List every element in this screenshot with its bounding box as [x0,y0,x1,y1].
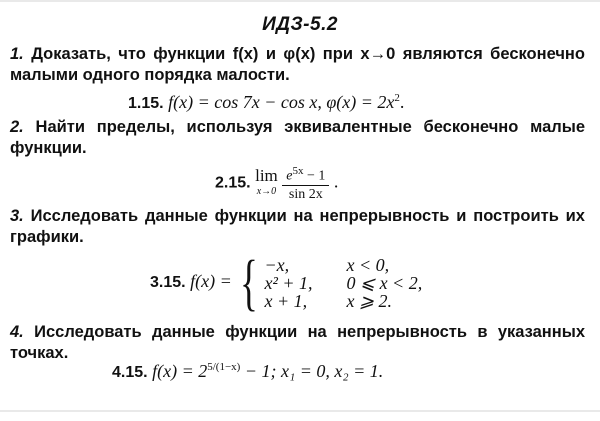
task-1-text: Доказать, что функции f(x) и φ(x) при x→0 являются бесконечно малыми одного порядка малости. [10,45,585,84]
fraction-denominator: sin 2x [288,186,323,202]
task-2-text: Найти пределы, используя эквивалентные бесконечно малые функции. [10,118,585,157]
task-4-rest: − 1; x₁ = 0, x₂ = 1. [240,361,384,381]
piecewise-cases [264,256,422,310]
task-3-text: Исследовать данные функции на непрерывность и построить их графики. [10,207,585,246]
limit-fraction [282,163,329,204]
case-condition: x ⩾ 2. [346,291,393,311]
task-2-variant-end: . [333,171,339,192]
numerator-base: e [286,168,293,184]
case-expression: −x, [264,255,290,275]
task-2-formula [215,163,338,204]
task-3-statement [10,206,585,248]
task-2-variant-label: 2.15. [215,174,251,192]
task-4-statement [10,322,585,364]
task-2-number: 2. [10,118,24,136]
task-1-variant-formula: f(x) = cos 7x − cos x, φ(x) = 2x [168,92,395,112]
task-3-number: 3. [10,207,24,225]
page-title: ИДЗ-5.2 [262,14,338,35]
limit-operator [255,165,278,198]
task-1-formula [128,92,404,113]
task-4-number: 4. [10,323,24,341]
task-4-text: Исследовать данные функции на непрерывность в указанных точках. [10,323,585,362]
left-brace-icon: { [240,249,259,317]
task-4-formula [112,361,383,382]
task-4-variant-label: 4.15. [112,364,148,381]
case-row [264,256,422,274]
task-1-number: 1. [10,45,24,63]
task-3-formula [150,249,423,317]
case-condition: x < 0, [346,255,390,275]
task-1-variant-label: 1.15. [128,95,164,112]
task-3-lhs: f(x) = [190,271,232,292]
task-2-statement [10,117,585,159]
case-row [264,292,422,310]
numerator-rest: − 1 [303,168,326,184]
task-1-variant-power: 2 [394,92,400,104]
task-4-lhs: f(x) = 2 [152,361,208,381]
fraction-numerator [282,163,329,186]
task-1-statement [10,44,585,86]
task-4-power: 5/(1−x) [207,361,241,373]
scan-edge-bottom [0,410,600,412]
task-1-variant-end: . [399,92,405,112]
limit-subscript: x→0 [256,185,277,197]
case-condition: 0 ⩽ x < 2, [346,273,423,293]
numerator-power: 5x [292,165,304,177]
case-expression: x² + 1, [264,273,313,293]
case-row [264,274,422,292]
case-expression: x + 1, [264,291,308,311]
limit-word: lim [255,165,278,185]
scan-edge-top [0,0,600,2]
task-3-variant-label: 3.15. [150,274,186,292]
